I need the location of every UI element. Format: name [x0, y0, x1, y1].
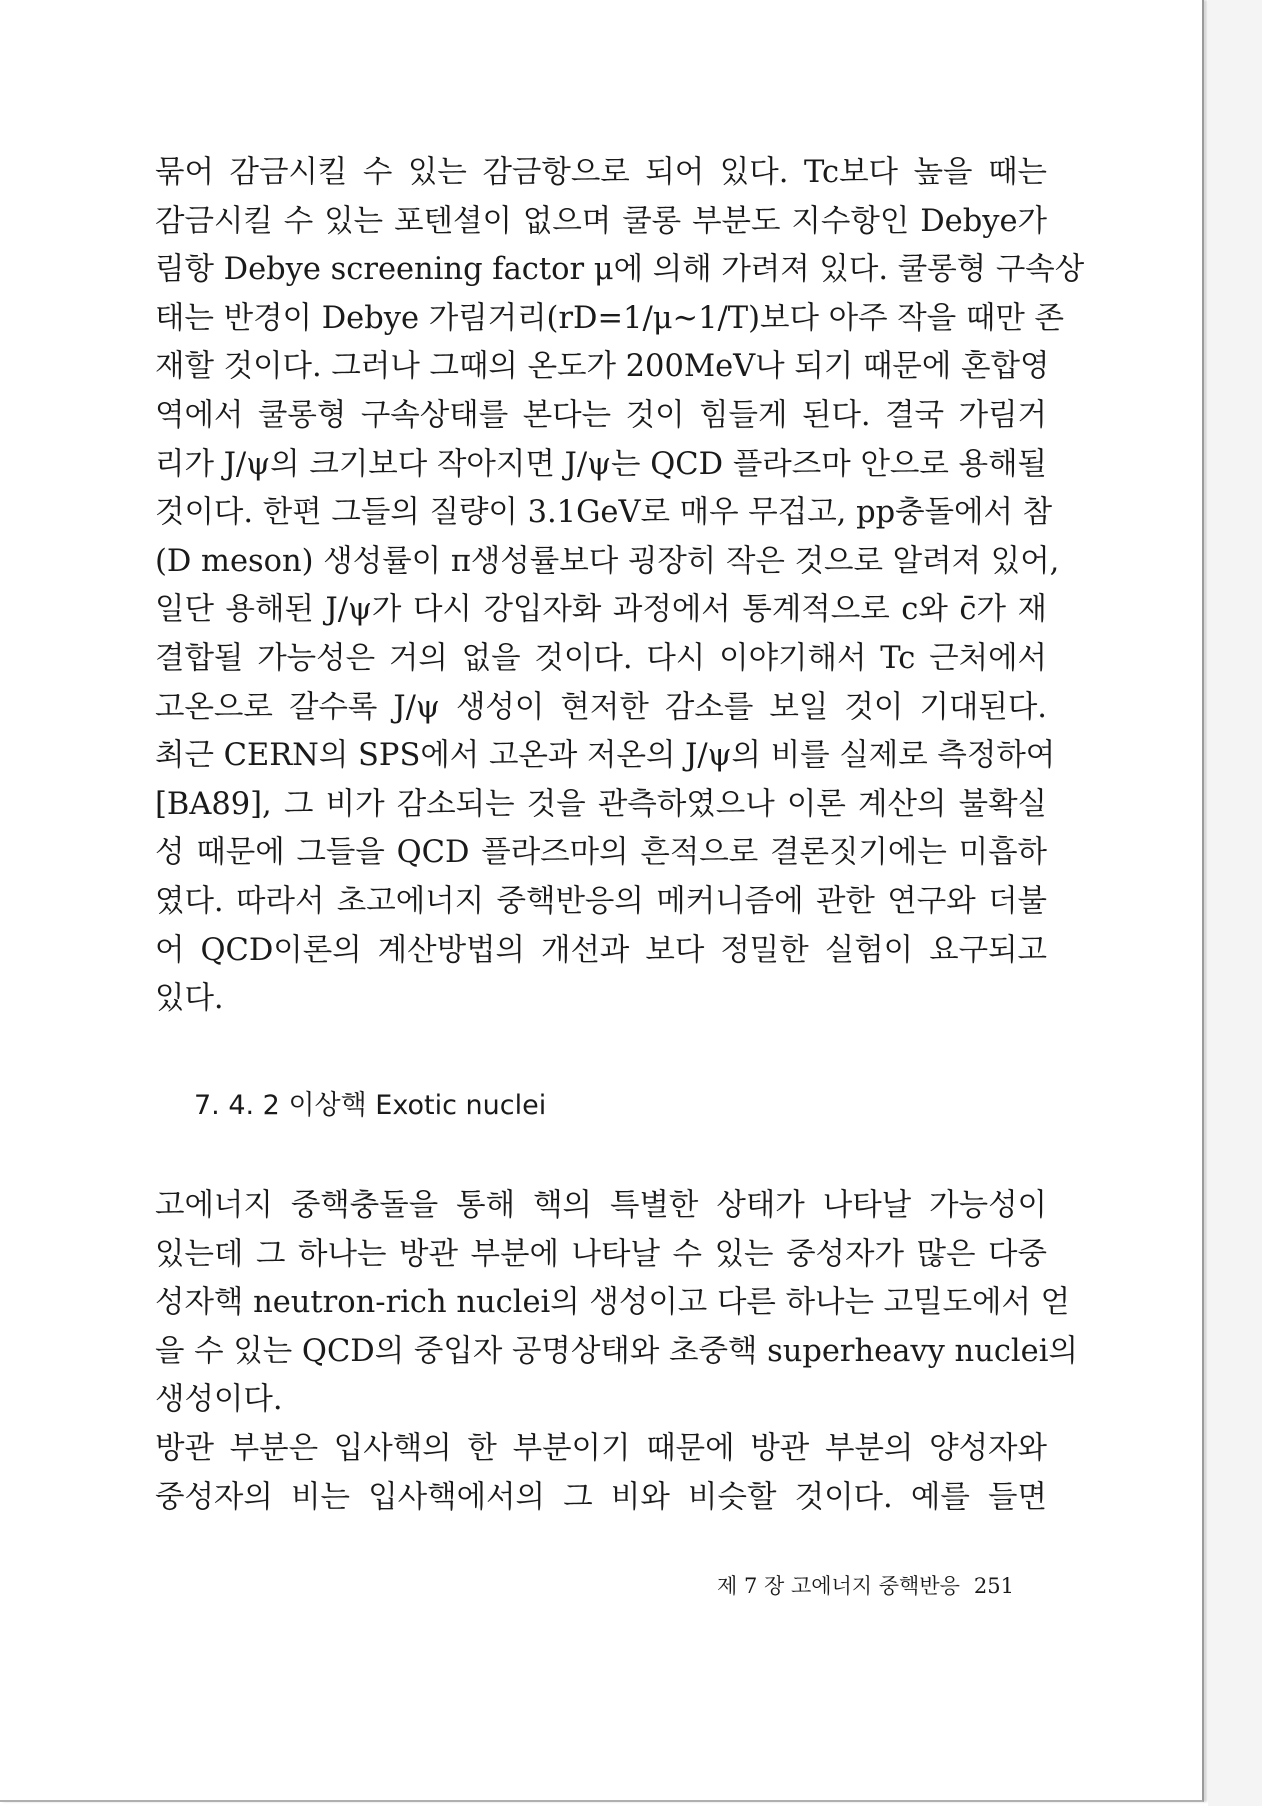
paragraph-line: 어 QCD이론의 계산방법의 개선과 보다 정밀한 실험이 요구되고	[155, 932, 1047, 968]
page-number: 251	[973, 1574, 1014, 1598]
paragraph-3	[155, 1425, 1047, 1522]
paragraph-line: 일단 용해된 J/ψ가 다시 강입자화 과정에서 통계적으로 c와 c̄가 재	[155, 592, 1047, 628]
paragraph-line: 생성이다.	[155, 1382, 283, 1418]
paragraph-line: 중성자의 비는 입사핵에서의 그 비와 비슷할 것이다. 예를 들면	[155, 1479, 1047, 1515]
viewer-gutter	[1208, 0, 1262, 1806]
paragraph-line: 방관 부분은 입사핵의 한 부분이기 때문에 방관 부분의 양성자와	[155, 1431, 1047, 1466]
paragraph-line: 였다. 따라서 초고에너지 중핵반응의 메커니즘에 관한 연구와 더불	[155, 883, 1047, 919]
paragraph-line: 성 때문에 그들을 QCD 플라즈마의 흔적으로 결론짓기에는 미흡하	[155, 835, 1047, 871]
paragraph-line: 림항 Debye screening factor μ에 의해 가려져 있다. 쿨롱형 구속상	[155, 252, 1085, 288]
section-heading: 7. 4. 2 이상핵 Exotic nuclei	[194, 1090, 547, 1121]
paragraph-line: 고온으로 갈수록 J/ψ 생성이 현저한 감소를 보일 것이 기대된다.	[155, 689, 1047, 725]
running-footer	[600, 1563, 1014, 1609]
paragraph-2	[155, 1182, 1078, 1425]
paragraph-line: 있다.	[155, 981, 224, 1017]
paragraph-line: 태는 반경이 Debye 가림거리(rD=1/μ~1/T)보다 아주 작을 때만 존	[155, 300, 1064, 336]
paragraph-line: 있는데 그 하나는 방관 부분에 나타날 수 있는 중성자가 많은 다중	[155, 1236, 1047, 1272]
paragraph-line: 을 수 있는 QCD의 중입자 공명상태와 초중핵 superheavy nuclei의	[155, 1333, 1078, 1369]
paragraph-line: 성자핵 neutron-rich nuclei의 생성이고 다른 하나는 고밀도에서 얻	[155, 1285, 1071, 1321]
paragraph-line: 고에너지 중핵충돌을 통해 핵의 특별한 상태가 나타날 가능성이	[155, 1188, 1047, 1223]
paragraph-line: 결합될 가능성은 거의 없을 것이다. 다시 이야기해서 Tc 근처에서	[155, 640, 1047, 676]
paragraph-line: 감금시킬 수 있는 포텐셜이 없으며 쿨롱 부분도 지수항인 Debye가	[155, 203, 1047, 239]
paragraph-line: 리가 J/ψ의 크기보다 작아지면 J/ψ는 QCD 플라즈마 안으로 용해될	[155, 446, 1047, 482]
paragraph-line: 역에서 쿨롱형 구속상태를 본다는 것이 힘들게 된다. 결국 가림거	[155, 397, 1047, 433]
paragraph-line: [BA89], 그 비가 감소되는 것을 관측하였으나 이론 계산의 불확실	[155, 786, 1047, 822]
paragraph-line: (D meson) 생성률이 π생성률보다 굉장히 작은 것으로 알려져 있어,	[155, 543, 1060, 579]
paragraph-1	[155, 149, 1085, 1024]
paragraph-line: 재할 것이다. 그러나 그때의 온도가 200MeV나 되기 때문에 혼합영	[155, 349, 1050, 385]
paragraph-line: 묶어 감금시킬 수 있는 감금항으로 되어 있다. Tc보다 높을 때는	[155, 155, 1047, 190]
paragraph-line: 것이다. 한편 그들의 질량이 3.1GeV로 매우 무겁고, pp충돌에서 참	[155, 495, 1053, 531]
chapter-title: 제 7 장 고에너지 중핵반응	[716, 1574, 960, 1598]
paragraph-line: 최근 CERN의 SPS에서 고온과 저온의 J/ψ의 비를 실제로 측정하여	[155, 738, 1056, 774]
